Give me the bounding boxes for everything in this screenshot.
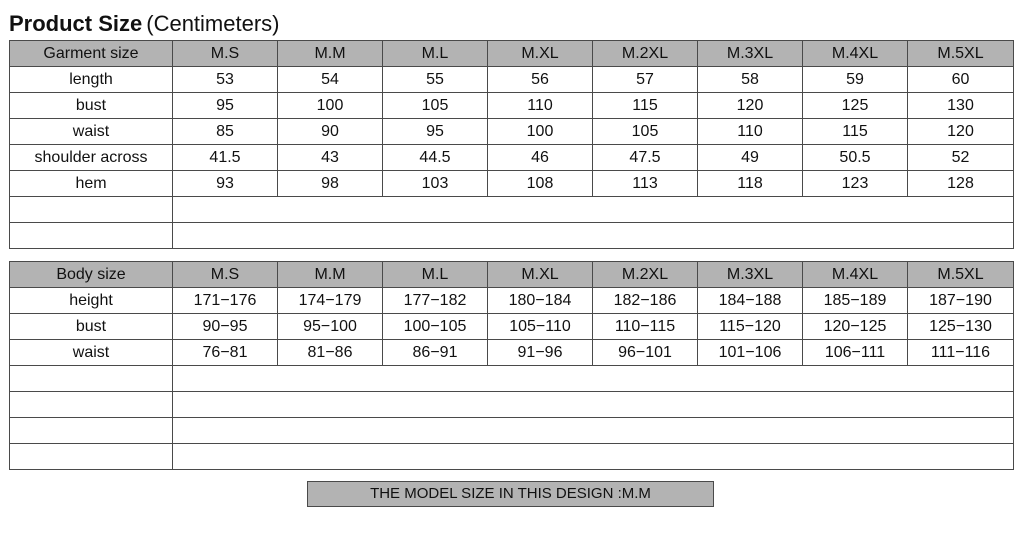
size-value-cell: 120 xyxy=(698,93,803,119)
size-value-cell: 101−106 xyxy=(698,340,803,366)
empty-row xyxy=(10,223,1014,249)
size-header-m-l: M.L xyxy=(383,262,488,288)
size-value-cell: 128 xyxy=(908,171,1014,197)
size-header-m-4xl: M.4XL xyxy=(803,41,908,67)
size-header-m-s: M.S xyxy=(173,262,278,288)
size-value-cell: 52 xyxy=(908,145,1014,171)
size-value-cell: 110−115 xyxy=(593,314,698,340)
size-value-cell: 113 xyxy=(593,171,698,197)
size-value-cell: 130 xyxy=(908,93,1014,119)
table-row xyxy=(10,119,1014,145)
size-value-cell: 171−176 xyxy=(173,288,278,314)
size-value-cell: 58 xyxy=(698,67,803,93)
table-row xyxy=(10,171,1014,197)
size-header-m-3xl: M.3XL xyxy=(698,262,803,288)
body-size-table xyxy=(9,261,1014,470)
size-value-cell: 115 xyxy=(593,93,698,119)
garment-header-row xyxy=(10,41,1014,67)
size-header-m-2xl: M.2XL xyxy=(593,262,698,288)
size-header-m-4xl: M.4XL xyxy=(803,262,908,288)
size-value-cell: 110 xyxy=(698,119,803,145)
size-value-cell: 96−101 xyxy=(593,340,698,366)
size-value-cell: 86−91 xyxy=(383,340,488,366)
size-value-cell: 103 xyxy=(383,171,488,197)
table-row xyxy=(10,288,1014,314)
empty-value-cell xyxy=(173,366,1014,392)
size-value-cell: 120−125 xyxy=(803,314,908,340)
size-value-cell: 182−186 xyxy=(593,288,698,314)
empty-value-cell xyxy=(173,392,1014,418)
row-label: hem xyxy=(10,171,173,197)
size-value-cell: 60 xyxy=(908,67,1014,93)
empty-label-cell xyxy=(10,366,173,392)
row-label: bust xyxy=(10,93,173,119)
table-row xyxy=(10,145,1014,171)
size-value-cell: 43 xyxy=(278,145,383,171)
table-row xyxy=(10,340,1014,366)
row-label: shoulder across xyxy=(10,145,173,171)
empty-label-cell xyxy=(10,197,173,223)
page-title xyxy=(9,10,280,38)
size-value-cell: 125 xyxy=(803,93,908,119)
model-size-note: THE MODEL SIZE IN THIS DESIGN :M.M xyxy=(307,481,714,507)
row-label: waist xyxy=(10,340,173,366)
size-value-cell: 123 xyxy=(803,171,908,197)
size-value-cell: 81−86 xyxy=(278,340,383,366)
empty-value-cell xyxy=(173,418,1014,444)
size-header-m-3xl: M.3XL xyxy=(698,41,803,67)
size-value-cell: 115 xyxy=(803,119,908,145)
size-value-cell: 95 xyxy=(383,119,488,145)
size-value-cell: 115−120 xyxy=(698,314,803,340)
empty-label-cell xyxy=(10,223,173,249)
size-value-cell: 44.5 xyxy=(383,145,488,171)
empty-row xyxy=(10,392,1014,418)
size-value-cell: 55 xyxy=(383,67,488,93)
garment-header-label: Garment size xyxy=(10,41,173,67)
empty-value-cell xyxy=(173,444,1014,470)
table-row xyxy=(10,93,1014,119)
size-header-m-m: M.M xyxy=(278,41,383,67)
size-value-cell: 50.5 xyxy=(803,145,908,171)
size-value-cell: 98 xyxy=(278,171,383,197)
size-value-cell: 125−130 xyxy=(908,314,1014,340)
size-value-cell: 76−81 xyxy=(173,340,278,366)
size-value-cell: 100 xyxy=(278,93,383,119)
size-value-cell: 90−95 xyxy=(173,314,278,340)
size-value-cell: 177−182 xyxy=(383,288,488,314)
size-value-cell: 100 xyxy=(488,119,593,145)
empty-row xyxy=(10,418,1014,444)
garment-size-table xyxy=(9,40,1014,249)
size-value-cell: 105−110 xyxy=(488,314,593,340)
empty-label-cell xyxy=(10,444,173,470)
size-value-cell: 95 xyxy=(173,93,278,119)
size-value-cell: 57 xyxy=(593,67,698,93)
size-value-cell: 187−190 xyxy=(908,288,1014,314)
title-sub: (Centimeters) xyxy=(146,11,280,36)
size-value-cell: 185−189 xyxy=(803,288,908,314)
size-header-m-5xl: M.5XL xyxy=(908,41,1014,67)
size-value-cell: 105 xyxy=(593,119,698,145)
empty-row xyxy=(10,197,1014,223)
body-header-label: Body size xyxy=(10,262,173,288)
size-header-m-2xl: M.2XL xyxy=(593,41,698,67)
size-value-cell: 174−179 xyxy=(278,288,383,314)
empty-label-cell xyxy=(10,418,173,444)
size-value-cell: 108 xyxy=(488,171,593,197)
size-value-cell: 110 xyxy=(488,93,593,119)
size-value-cell: 91−96 xyxy=(488,340,593,366)
size-header-m-m: M.M xyxy=(278,262,383,288)
size-value-cell: 56 xyxy=(488,67,593,93)
size-value-cell: 90 xyxy=(278,119,383,145)
empty-value-cell xyxy=(173,197,1014,223)
size-header-m-xl: M.XL xyxy=(488,262,593,288)
size-value-cell: 46 xyxy=(488,145,593,171)
empty-value-cell xyxy=(173,223,1014,249)
size-header-m-l: M.L xyxy=(383,41,488,67)
garment-table-body xyxy=(10,41,1014,249)
size-value-cell: 106−111 xyxy=(803,340,908,366)
size-value-cell: 54 xyxy=(278,67,383,93)
size-value-cell: 85 xyxy=(173,119,278,145)
size-value-cell: 111−116 xyxy=(908,340,1014,366)
size-value-cell: 41.5 xyxy=(173,145,278,171)
empty-row xyxy=(10,444,1014,470)
empty-row xyxy=(10,366,1014,392)
size-value-cell: 105 xyxy=(383,93,488,119)
size-header-m-s: M.S xyxy=(173,41,278,67)
body-header-row xyxy=(10,262,1014,288)
size-header-m-xl: M.XL xyxy=(488,41,593,67)
table-row xyxy=(10,314,1014,340)
row-label: bust xyxy=(10,314,173,340)
size-value-cell: 59 xyxy=(803,67,908,93)
size-value-cell: 184−188 xyxy=(698,288,803,314)
size-value-cell: 180−184 xyxy=(488,288,593,314)
row-label: waist xyxy=(10,119,173,145)
row-label: length xyxy=(10,67,173,93)
row-label: height xyxy=(10,288,173,314)
size-value-cell: 49 xyxy=(698,145,803,171)
size-value-cell: 53 xyxy=(173,67,278,93)
size-value-cell: 120 xyxy=(908,119,1014,145)
size-value-cell: 118 xyxy=(698,171,803,197)
size-value-cell: 100−105 xyxy=(383,314,488,340)
empty-label-cell xyxy=(10,392,173,418)
body-table-body xyxy=(10,262,1014,470)
size-value-cell: 93 xyxy=(173,171,278,197)
size-header-m-5xl: M.5XL xyxy=(908,262,1014,288)
table-row xyxy=(10,67,1014,93)
title-main: Product Size xyxy=(9,11,143,36)
size-value-cell: 95−100 xyxy=(278,314,383,340)
size-value-cell: 47.5 xyxy=(593,145,698,171)
